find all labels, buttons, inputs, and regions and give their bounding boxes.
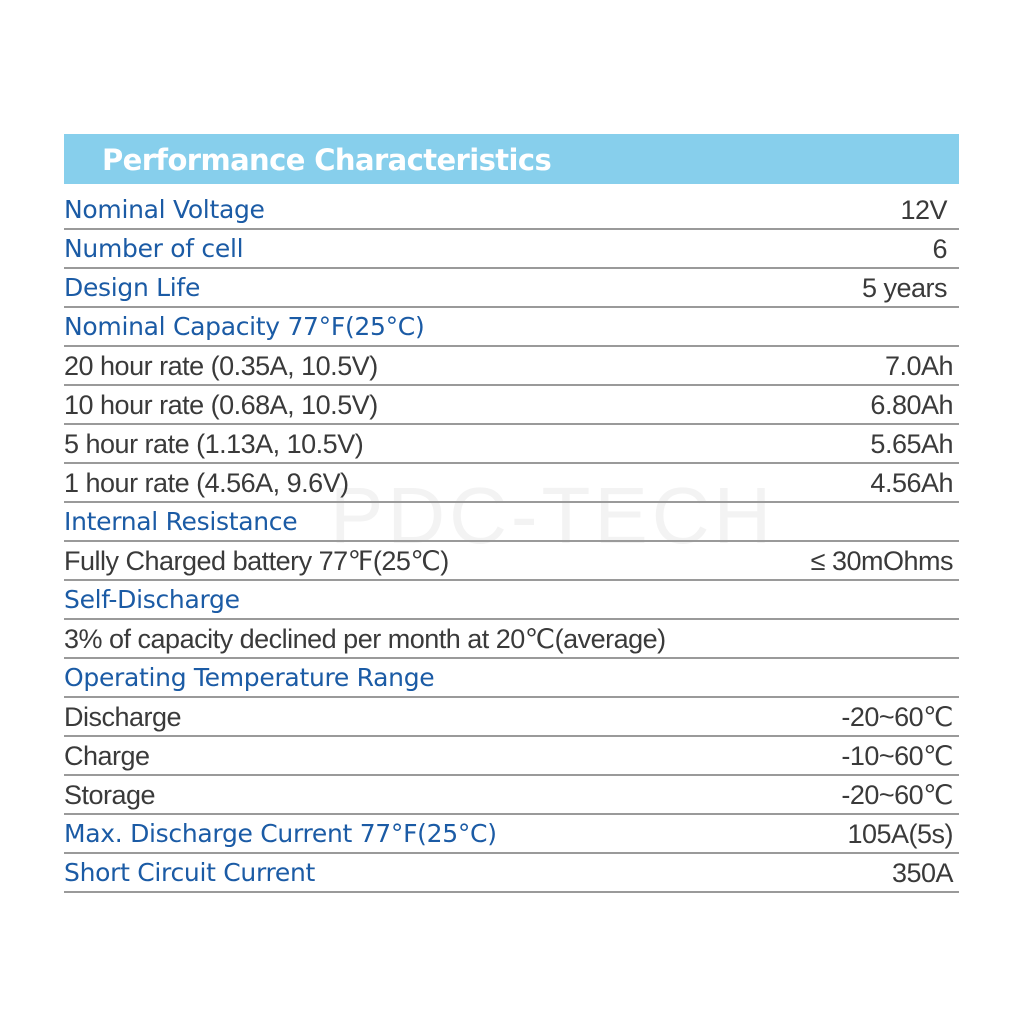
spec-row-1-hour-rate	[64, 464, 959, 503]
section-internal-resistance	[64, 503, 959, 542]
spec-row-storage-temp	[64, 776, 959, 815]
spec-value: 7.0Ah	[884, 351, 953, 381]
watermark: PDC-TECH	[330, 471, 776, 560]
spec-row-self-discharge-rate	[64, 620, 959, 659]
spec-row-design-life	[64, 269, 959, 308]
spec-value: 105A(5s)	[847, 819, 953, 849]
spec-value: 5.65Ah	[870, 429, 953, 459]
spec-row-fully-charged	[64, 542, 959, 581]
section-self-discharge	[64, 581, 959, 620]
section-heading: Operating Temperature Range	[64, 663, 435, 692]
spec-label: Max. Discharge Current 77°F(25°C)	[64, 819, 497, 848]
section-nominal-capacity	[64, 308, 959, 347]
spec-label: Fully Charged battery 77℉(25℃)	[64, 546, 449, 576]
spec-row-charge-temp	[64, 737, 959, 776]
spec-row-short-circuit-current	[64, 854, 959, 893]
section-heading: Internal Resistance	[64, 507, 298, 536]
spec-value: 5 years	[861, 273, 947, 303]
spec-label: Charge	[64, 741, 150, 771]
section-heading: Self-Discharge	[64, 585, 240, 614]
spec-value: -20~60℃	[841, 780, 953, 810]
spec-label: 1 hour rate (4.56A, 9.6V)	[64, 468, 349, 498]
spec-row-10-hour-rate	[64, 386, 959, 425]
table-header: Performance Characteristics	[64, 134, 959, 184]
spec-row-number-of-cell	[64, 230, 959, 269]
spec-label: Design Life	[64, 273, 201, 302]
spec-value: 6.80Ah	[870, 390, 953, 420]
spec-label: 3% of capacity declined per month at 20℃(average)	[64, 624, 666, 654]
spec-value: 6	[932, 234, 947, 264]
spec-row-20-hour-rate	[64, 347, 959, 386]
performance-table	[64, 134, 959, 893]
spec-value: ≤ 30mOhms	[810, 546, 953, 576]
spec-value: 12V	[900, 195, 947, 225]
spec-label: 20 hour rate (0.35A, 10.5V)	[64, 351, 378, 381]
spec-label: Short Circuit Current	[64, 858, 316, 887]
spec-value: 4.56Ah	[870, 468, 953, 498]
spec-label: 10 hour rate (0.68A, 10.5V)	[64, 390, 378, 420]
spec-value: 350A	[891, 858, 953, 888]
spec-value: -10~60℃	[841, 741, 953, 771]
spec-label: Discharge	[64, 702, 182, 732]
spec-label: Nominal Voltage	[64, 195, 265, 224]
spec-label: 5 hour rate (1.13A, 10.5V)	[64, 429, 364, 459]
spec-row-discharge-temp	[64, 698, 959, 737]
spec-value: -20~60℃	[841, 702, 953, 732]
spec-row-max-discharge-current	[64, 815, 959, 854]
spec-label: Storage	[64, 780, 156, 810]
section-heading: Nominal Capacity 77°F(25°C)	[64, 312, 425, 341]
spec-row-5-hour-rate	[64, 425, 959, 464]
spec-label: Number of cell	[64, 234, 244, 263]
spec-row-nominal-voltage	[64, 184, 959, 230]
section-operating-temperature	[64, 659, 959, 698]
